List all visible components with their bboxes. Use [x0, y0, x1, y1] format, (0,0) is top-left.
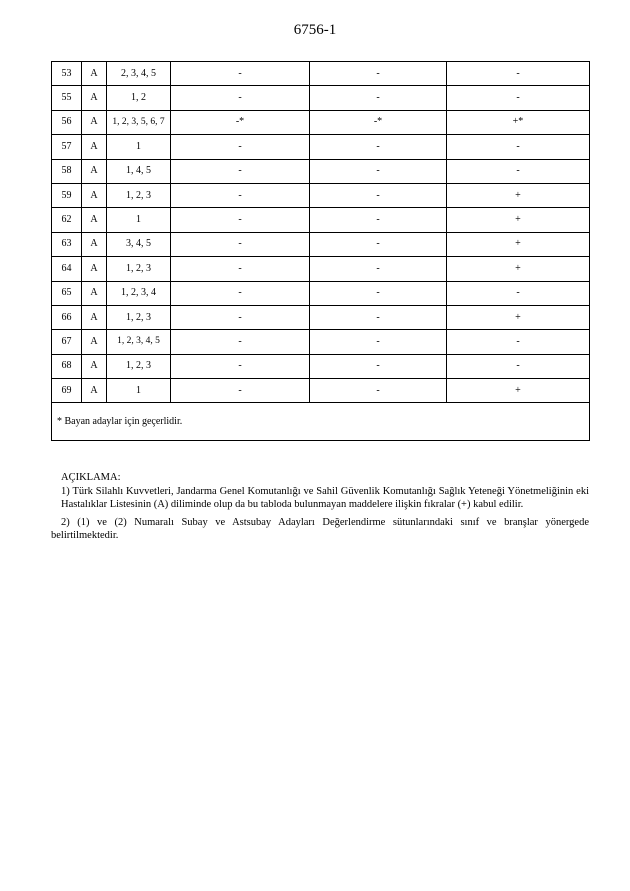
- row-number-cell: 58: [52, 159, 82, 183]
- nco-eval-cell: -: [310, 354, 447, 378]
- nco-eval-cell: -: [310, 159, 447, 183]
- item-numbers-cell: 1, 2, 3, 4, 5: [107, 330, 171, 354]
- row-number-cell: 62: [52, 208, 82, 232]
- other-eval-cell: -: [447, 330, 590, 354]
- row-number-cell: 59: [52, 183, 82, 207]
- list-letter-cell: A: [82, 281, 107, 305]
- list-letter-cell: A: [82, 208, 107, 232]
- row-number-cell: 67: [52, 330, 82, 354]
- other-eval-cell: -: [447, 86, 590, 110]
- officer-eval-cell: -: [171, 257, 310, 281]
- table-row: [52, 135, 590, 159]
- list-letter-cell: A: [82, 135, 107, 159]
- officer-eval-cell: -: [171, 305, 310, 329]
- row-number-cell: 57: [52, 135, 82, 159]
- other-eval-cell: +: [447, 232, 590, 256]
- officer-eval-cell: -: [171, 330, 310, 354]
- table-row: [52, 257, 590, 281]
- item-numbers-cell: 1, 2: [107, 86, 171, 110]
- page-title: 6756-1: [293, 22, 337, 38]
- item-numbers-cell: 1: [107, 135, 171, 159]
- table-row: [52, 379, 590, 403]
- nco-eval-cell: -: [310, 183, 447, 207]
- item-numbers-cell: 1, 2, 3, 4: [107, 281, 171, 305]
- officer-eval-cell: -: [171, 183, 310, 207]
- list-letter-cell: A: [82, 232, 107, 256]
- officer-eval-cell: -: [171, 379, 310, 403]
- table-row: [52, 159, 590, 183]
- list-letter-cell: A: [82, 62, 107, 86]
- row-number-cell: 55: [52, 86, 82, 110]
- item-numbers-cell: 3, 4, 5: [107, 232, 171, 256]
- officer-eval-cell: -: [171, 135, 310, 159]
- explanation-paragraph-2: 2) (1) ve (2) Numaralı Subay ve Astsubay Adayları Değerlendirme sütunlarındaki sınıf ve branşlar yönergede belirtilmektedir.: [51, 516, 589, 541]
- nco-eval-cell: -: [310, 305, 447, 329]
- health-criteria-table: [51, 61, 590, 441]
- table-body: [52, 62, 590, 441]
- officer-eval-cell: -*: [171, 110, 310, 134]
- row-number-cell: 56: [52, 110, 82, 134]
- list-letter-cell: A: [82, 305, 107, 329]
- list-letter-cell: A: [82, 354, 107, 378]
- officer-eval-cell: -: [171, 159, 310, 183]
- nco-eval-cell: -: [310, 281, 447, 305]
- item-numbers-cell: 1, 2, 3: [107, 183, 171, 207]
- list-letter-cell: A: [82, 110, 107, 134]
- officer-eval-cell: -: [171, 208, 310, 232]
- nco-eval-cell: -: [310, 62, 447, 86]
- item-numbers-cell: 1, 4, 5: [107, 159, 171, 183]
- officer-eval-cell: -: [171, 281, 310, 305]
- row-number-cell: 53: [52, 62, 82, 86]
- nco-eval-cell: -: [310, 257, 447, 281]
- table-row: [52, 354, 590, 378]
- row-number-cell: 65: [52, 281, 82, 305]
- officer-eval-cell: -: [171, 62, 310, 86]
- row-number-cell: 64: [52, 257, 82, 281]
- item-numbers-cell: 1: [107, 208, 171, 232]
- officer-eval-cell: -: [171, 232, 310, 256]
- explanation-paragraph-1: 1) Türk Silahlı Kuvvetleri, Jandarma Genel Komutanlığı ve Sahil Güvenlik Komutanlığı Sağlık Yeteneği Yönetmeliğinin eki Hastalıklar Listesinin (A) diliminde olup da bu tabloda bulunmayan maddelere ilişkin fıkralar (+) kabul edilir.: [61, 485, 589, 510]
- list-letter-cell: A: [82, 159, 107, 183]
- item-numbers-cell: 1, 2, 3: [107, 354, 171, 378]
- table-row: [52, 62, 590, 86]
- other-eval-cell: +*: [447, 110, 590, 134]
- nco-eval-cell: -: [310, 330, 447, 354]
- table-row: [52, 183, 590, 207]
- nco-eval-cell: -: [310, 208, 447, 232]
- other-eval-cell: +: [447, 183, 590, 207]
- other-eval-cell: +: [447, 257, 590, 281]
- other-eval-cell: +: [447, 305, 590, 329]
- other-eval-cell: -: [447, 135, 590, 159]
- nco-eval-cell: -: [310, 86, 447, 110]
- nco-eval-cell: -: [310, 232, 447, 256]
- table-row: [52, 330, 590, 354]
- table-note-row: [52, 403, 590, 441]
- other-eval-cell: -: [447, 281, 590, 305]
- table-row: [52, 208, 590, 232]
- other-eval-cell: +: [447, 208, 590, 232]
- list-letter-cell: A: [82, 330, 107, 354]
- table-row: [52, 232, 590, 256]
- item-numbers-cell: 2, 3, 4, 5: [107, 62, 171, 86]
- explanation-section: [51, 471, 589, 543]
- item-numbers-cell: 1: [107, 379, 171, 403]
- other-eval-cell: +: [447, 379, 590, 403]
- table-row: [52, 281, 590, 305]
- other-eval-cell: -: [447, 62, 590, 86]
- other-eval-cell: -: [447, 354, 590, 378]
- list-letter-cell: A: [82, 183, 107, 207]
- nco-eval-cell: -: [310, 135, 447, 159]
- row-number-cell: 66: [52, 305, 82, 329]
- row-number-cell: 68: [52, 354, 82, 378]
- explanation-heading: AÇIKLAMA:: [61, 472, 121, 483]
- item-numbers-cell: 1, 2, 3: [107, 257, 171, 281]
- row-number-cell: 63: [52, 232, 82, 256]
- nco-eval-cell: -*: [310, 110, 447, 134]
- list-letter-cell: A: [82, 379, 107, 403]
- table-row: [52, 86, 590, 110]
- item-numbers-cell: 1, 2, 3: [107, 305, 171, 329]
- other-eval-cell: -: [447, 159, 590, 183]
- table-row: [52, 110, 590, 134]
- table-footnote: * Bayan adaylar için geçerlidir.: [52, 403, 590, 441]
- list-letter-cell: A: [82, 257, 107, 281]
- row-number-cell: 69: [52, 379, 82, 403]
- item-numbers-cell: 1, 2, 3, 5, 6, 7: [107, 110, 171, 134]
- nco-eval-cell: -: [310, 379, 447, 403]
- officer-eval-cell: -: [171, 86, 310, 110]
- table-row: [52, 305, 590, 329]
- list-letter-cell: A: [82, 86, 107, 110]
- officer-eval-cell: -: [171, 354, 310, 378]
